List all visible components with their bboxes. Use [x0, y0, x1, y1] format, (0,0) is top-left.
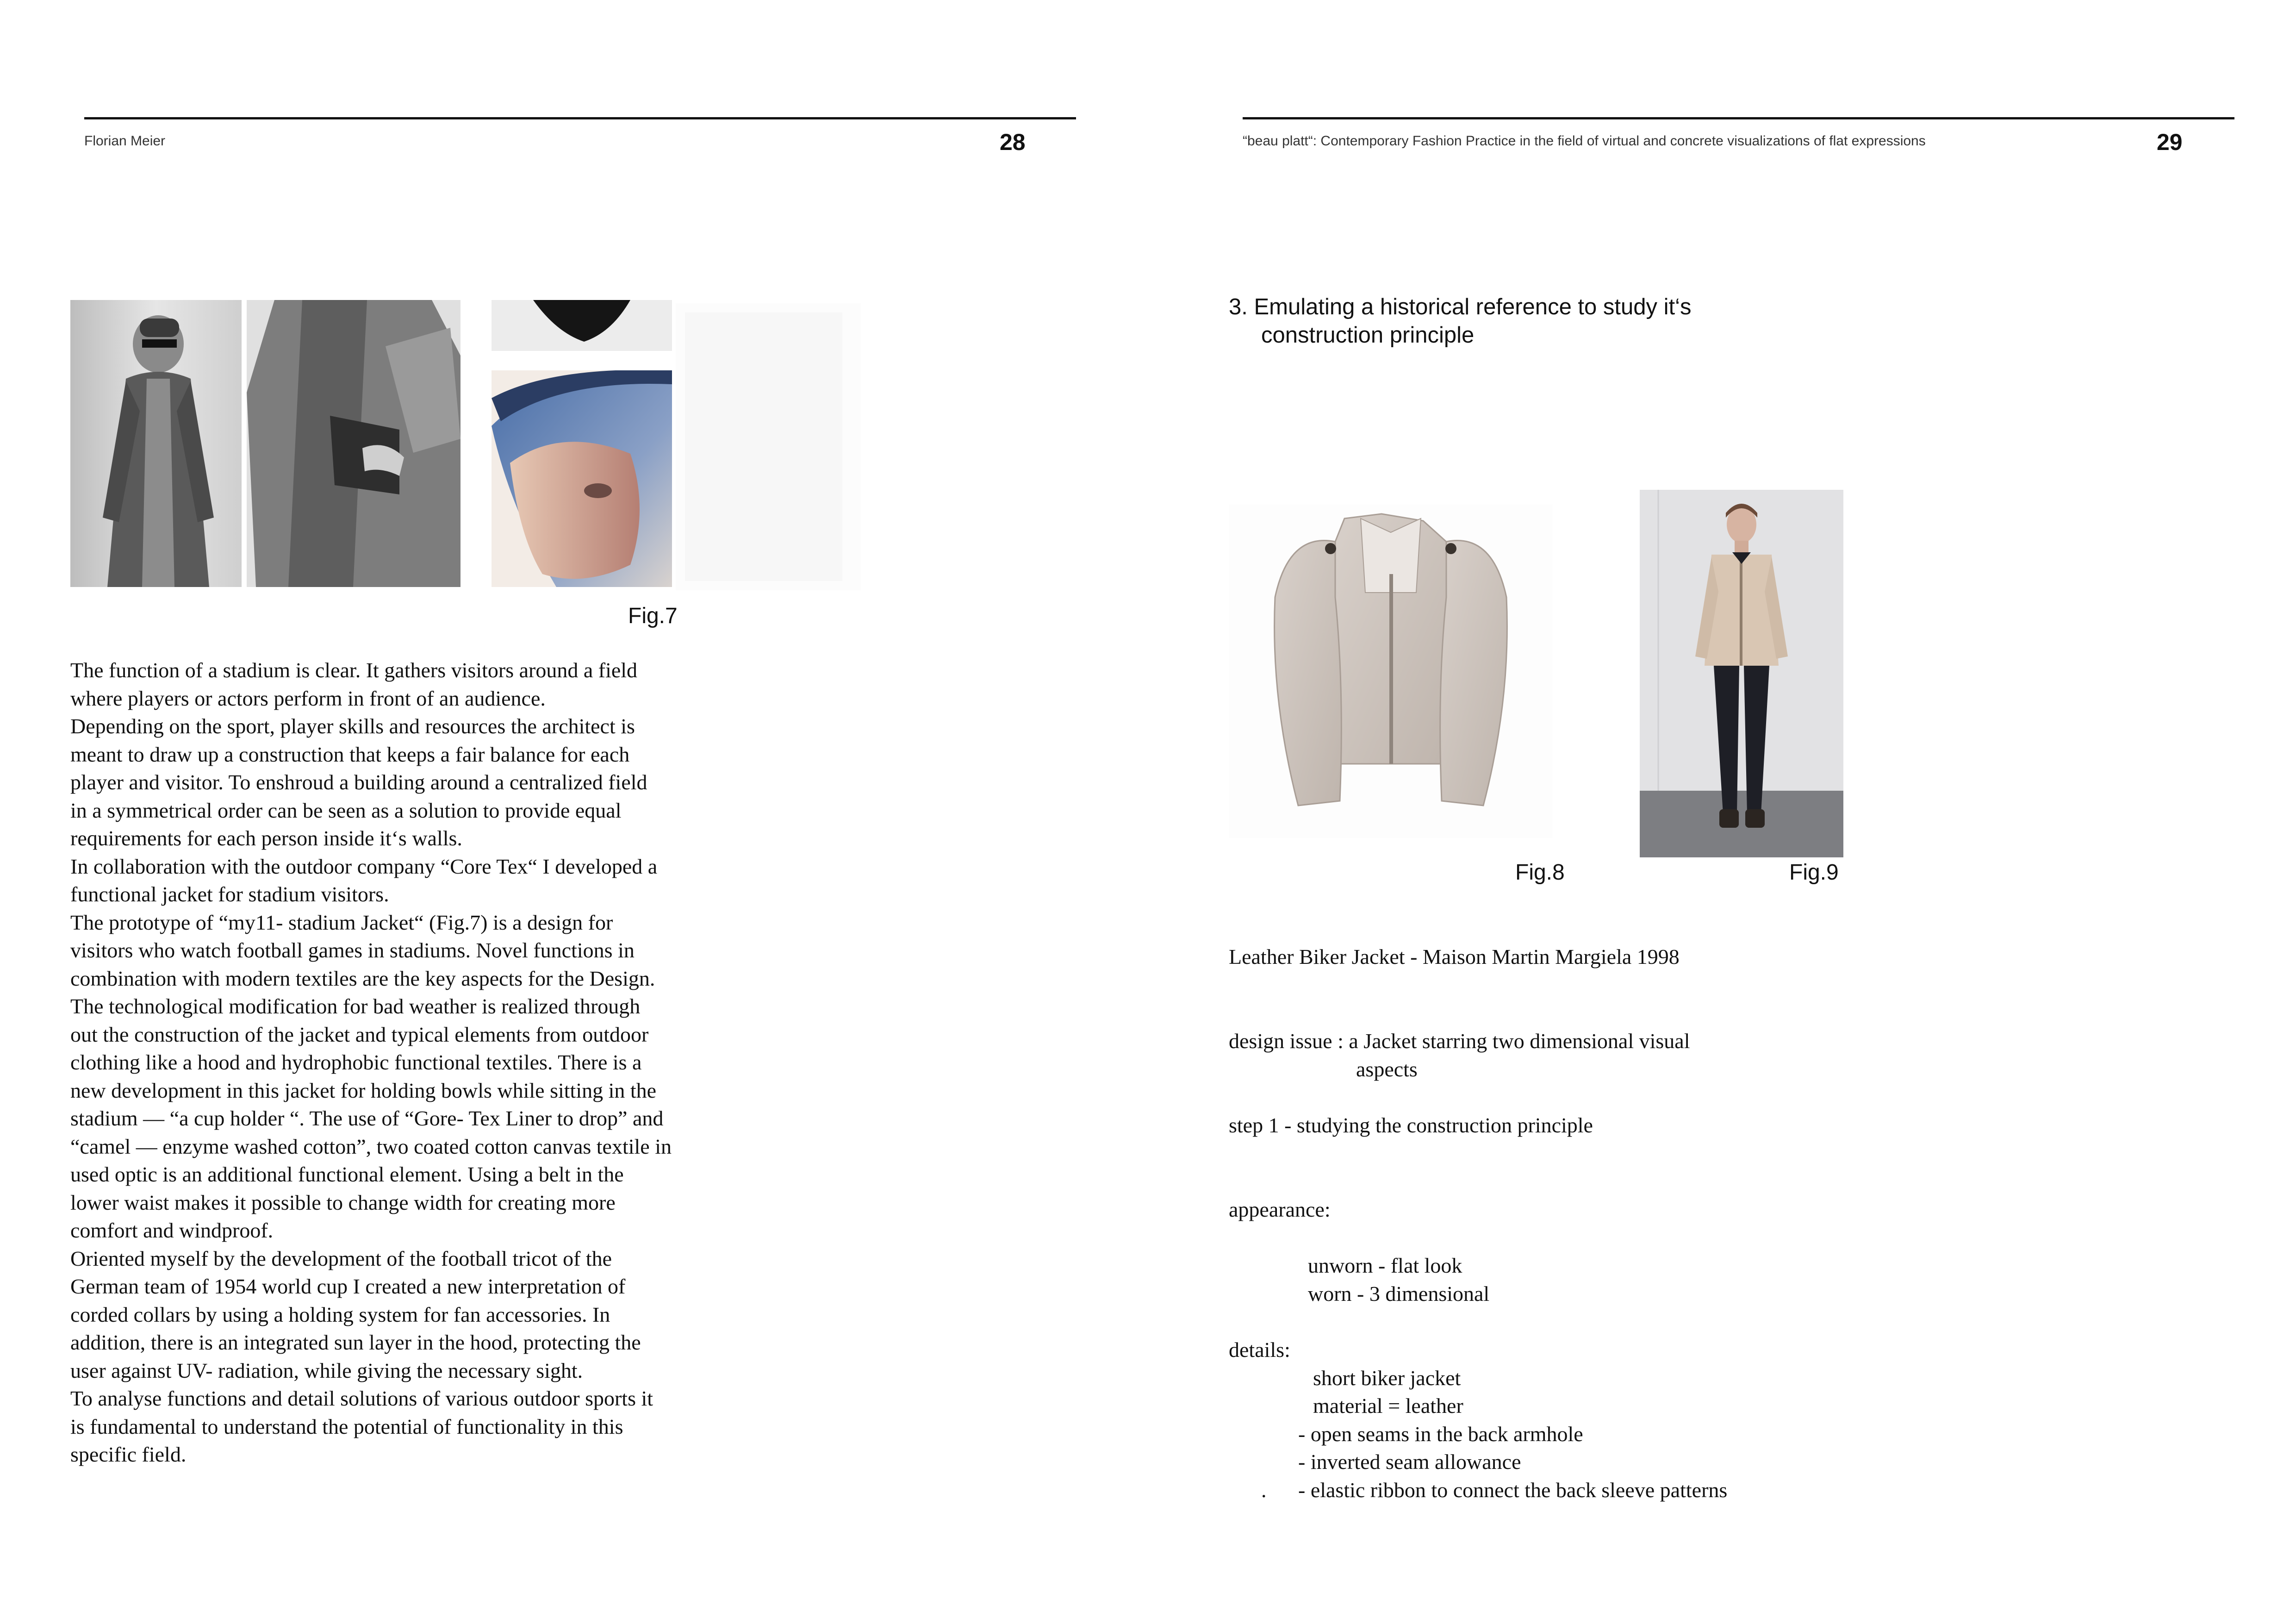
detail-4: - inverted seam allowance [1298, 1450, 1521, 1474]
fig7-photo-jacket-detail [247, 300, 460, 587]
body-line: in a symmetrical order can be seen as a solution to provide equal [70, 798, 622, 822]
body-line: lower waist makes it possible to change width for creating more [70, 1190, 616, 1214]
left-header-rule [84, 117, 1076, 119]
detail-3: - open seams in the back armhole [1298, 1422, 1583, 1446]
details-label: details: [1229, 1338, 1290, 1362]
body-line: used optic is an additional functional element. Using a belt in the [70, 1162, 624, 1186]
right-header-rule [1243, 117, 2234, 119]
body-line: addition, there is an integrated sun layer in the hood, protecting the [70, 1330, 641, 1354]
body-line: The technological modification for bad weather is realized through [70, 994, 641, 1018]
body-line: The prototype of “my11- stadium Jacket“ (Fig.7) is a design for [70, 910, 613, 934]
body-line: user against UV- radiation, while giving the necessary sight. [70, 1358, 583, 1382]
right-page [1148, 0, 2296, 1624]
jacket-title: Leather Biker Jacket - Maison Martin Margiela 1998 [1229, 945, 1680, 968]
section-heading-line1: 3. Emulating a historical reference to study it‘s [1229, 294, 1692, 319]
body-line: stadium — “a cup holder “. The use of “Gore- Tex Liner to drop” and [70, 1106, 664, 1130]
detail-5: - elastic ribbon to connect the back sleeve patterns [1298, 1478, 1728, 1502]
appearance-worn: worn - 3 dimensional [1308, 1282, 1490, 1305]
fig9-caption: Fig.9 [1789, 860, 1839, 885]
body-line: German team of 1954 world cup I created a new interpretation of [70, 1274, 626, 1298]
fig7-photo-top-strip [492, 300, 672, 351]
detail-1: short biker jacket [1313, 1366, 1461, 1390]
body-line: In collaboration with the outdoor company “Core Tex“ I developed a [70, 854, 658, 878]
body-line: “camel — enzyme washed cotton”, two coated cotton canvas textile in [70, 1134, 672, 1158]
body-line: comfort and windproof. [70, 1218, 274, 1242]
body-line: out the construction of the jacket and typical elements from outdoor [70, 1022, 649, 1046]
fig8-photo-jacket [1229, 505, 1553, 838]
section-heading [1229, 293, 1692, 350]
header-title: “beau platt“: Contemporary Fashion Practice in the field of virtual and concrete visualizations of flat expressions [1243, 133, 1926, 149]
appearance-label: appearance: [1229, 1198, 1331, 1221]
body-line: meant to draw up a construction that keeps a fair balance for each [70, 742, 630, 766]
body-line: corded collars by using a holding system for fan accessories. In [70, 1302, 610, 1326]
fig7-photo-faint [676, 303, 861, 590]
design-issue-line2: aspects [1356, 1057, 1418, 1081]
section-heading-line2: construction principle [1261, 323, 1475, 348]
detail-2: material = leather [1313, 1394, 1463, 1418]
body-line: where players or actors perform in front of an audience. [70, 686, 546, 710]
body-line: requirements for each person inside it‘s walls. [70, 826, 462, 850]
design-issue-line1: design issue : a Jacket starring two dimensional visual [1229, 1029, 1690, 1053]
body-line: new development in this jacket for holding bowls while sitting in the [70, 1078, 657, 1102]
body-line: The function of a stadium is clear. It gathers visitors around a field [70, 658, 638, 682]
body-line: functional jacket for stadium visitors. [70, 882, 389, 906]
page-number-left: 28 [1000, 129, 1026, 155]
body-line: clothing like a hood and hydrophobic functional textiles. There is a [70, 1050, 642, 1074]
fig9-photo-model [1640, 490, 1843, 857]
fig7-caption: Fig.7 [628, 604, 678, 628]
detail-5-bullet: . [1261, 1478, 1267, 1502]
page-number-right: 29 [2157, 129, 2183, 155]
body-line: player and visitor. To enshroud a building around a centralized field [70, 770, 647, 794]
body-line: is fundamental to understand the potential of functionality in this [70, 1414, 623, 1438]
body-line: combination with modern textiles are the key aspects for the Design. [70, 966, 655, 990]
fig7-photo-hooded-man [70, 300, 242, 587]
appearance-unworn: unworn - flat look [1308, 1254, 1462, 1277]
body-line: To analyse functions and detail solutions of various outdoor sports it [70, 1387, 653, 1410]
body-line: Oriented myself by the development of the football tricot of the [70, 1246, 612, 1270]
step-1: step 1 - studying the construction principle [1229, 1113, 1593, 1137]
left-body-text [70, 656, 672, 1469]
header-author: Florian Meier [84, 133, 166, 149]
body-line: Depending on the sport, player skills and resources the architect is [70, 714, 635, 738]
fig7-photo-hood-face [492, 370, 672, 587]
body-line: visitors who watch football games in stadiums. Novel functions in [70, 938, 635, 962]
fig8-caption: Fig.8 [1515, 860, 1565, 885]
body-line: specific field. [70, 1443, 187, 1466]
